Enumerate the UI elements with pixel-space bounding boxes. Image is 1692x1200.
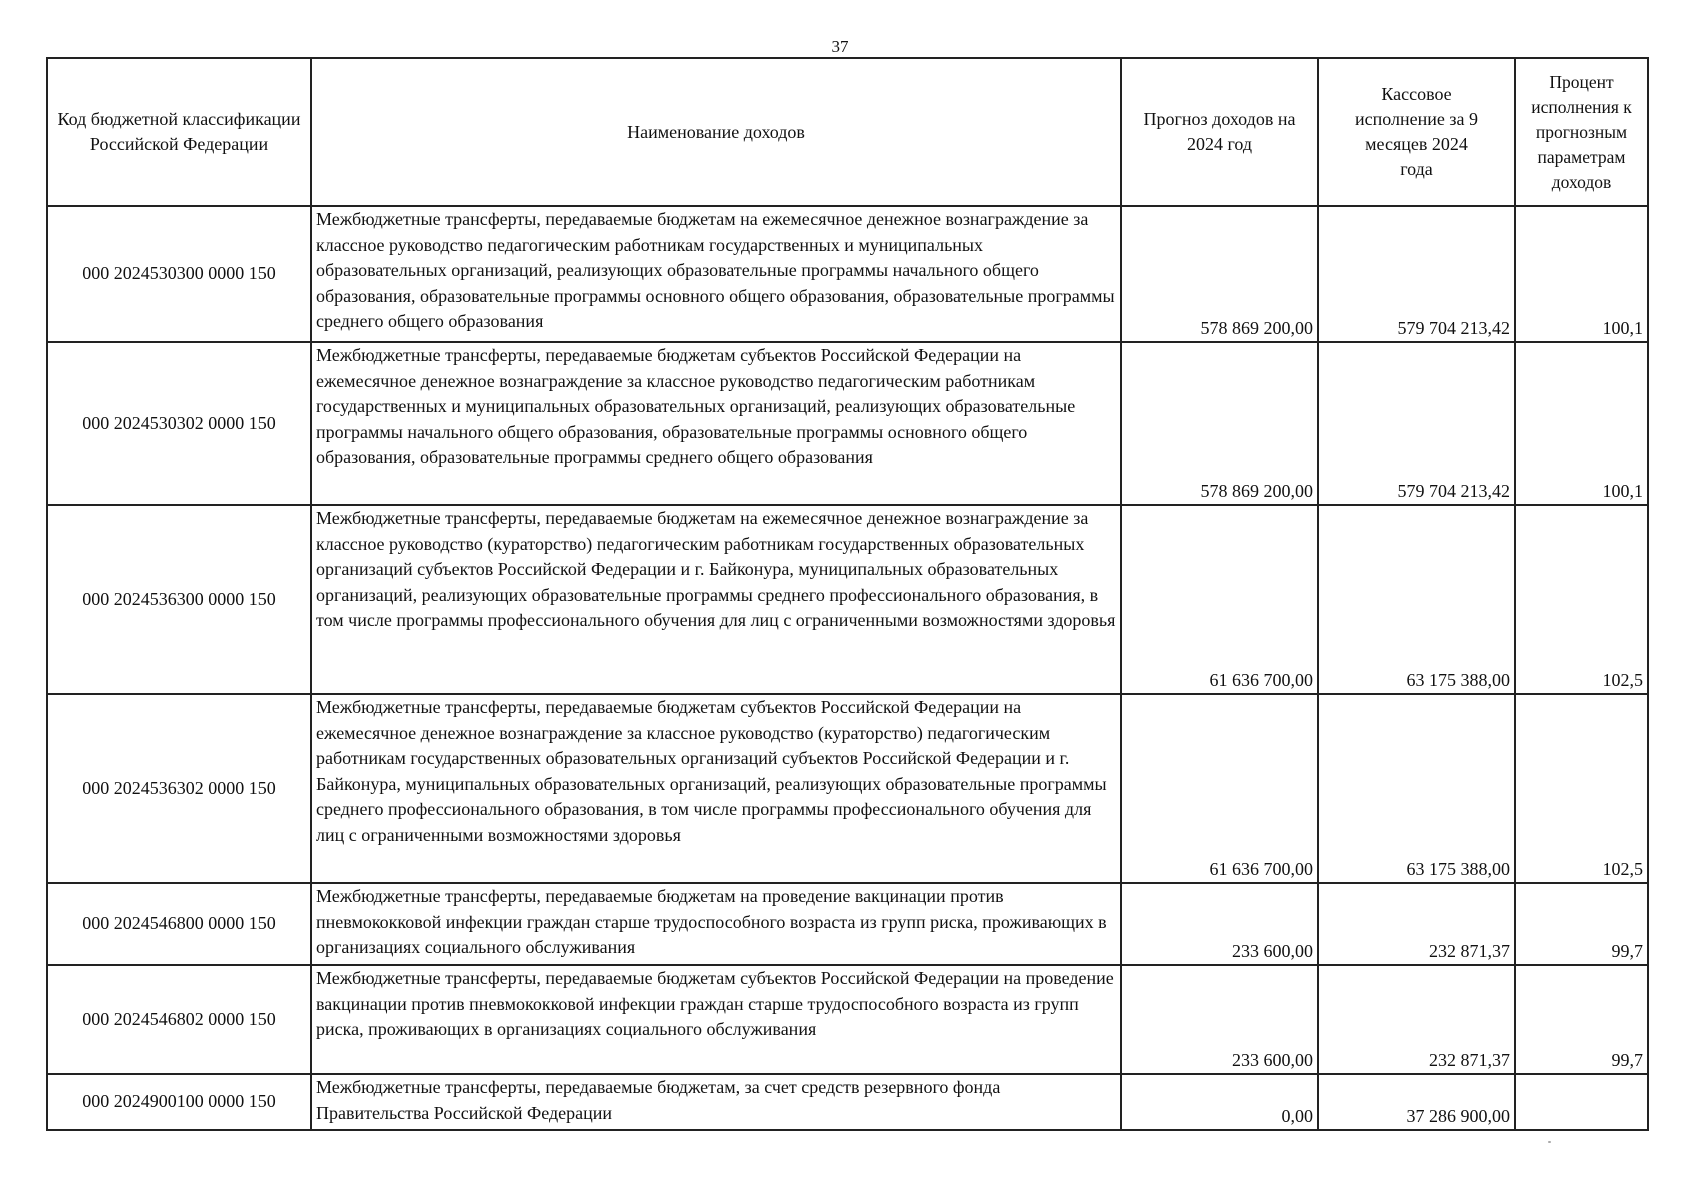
- row-code: 000 2024536302 0000 150: [47, 694, 311, 883]
- row-percent: [1515, 1074, 1648, 1130]
- row-code: 000 2024536300 0000 150: [47, 505, 311, 694]
- row-forecast: 61 636 700,00: [1121, 505, 1318, 694]
- table-header-row: [47, 58, 1648, 206]
- row-name: Межбюджетные трансферты, передаваемые бюджетам на ежемесячное денежное вознаграждение за классное руководство педагогическим работникам государственных и муниципальных образовательных организаций, реализующих образовательные программы начального общего образования, образовательные программы основного общего образования, образовательные программы среднего общего образования: [311, 206, 1121, 342]
- row-execution: 37 286 900,00: [1318, 1074, 1515, 1130]
- table-row: [47, 206, 1648, 342]
- row-name: Межбюджетные трансферты, передаваемые бюджетам, за счет средств резервного фонда Правительства Российской Федерации: [311, 1074, 1121, 1130]
- row-execution: 579 704 213,42: [1318, 342, 1515, 505]
- row-forecast: 0,00: [1121, 1074, 1318, 1130]
- row-name: Межбюджетные трансферты, передаваемые бюджетам на ежемесячное денежное вознаграждение за классное руководство (кураторство) педагогическим работникам государственных образовательных организаций субъектов Российской Федерации и г. Байконура, муниципальных образовательных организаций, реализующих образовательные программы среднего профессионального образования, в том числе программы профессионального обучения для лиц с ограниченными возможностями здоровья: [311, 505, 1121, 694]
- row-forecast: 578 869 200,00: [1121, 342, 1318, 505]
- row-code: 000 2024546800 0000 150: [47, 883, 311, 965]
- row-code: 000 2024530302 0000 150: [47, 342, 311, 505]
- row-code: 000 2024530300 0000 150: [47, 206, 311, 342]
- page-number: 37: [831, 37, 849, 56]
- row-name: Межбюджетные трансферты, передаваемые бюджетам субъектов Российской Федерации на проведение вакцинации против пневмококковой инфекции граждан старше трудоспособного возраста из групп риска, проживающих в организациях социального обслуживания: [311, 965, 1121, 1074]
- table-row: [47, 965, 1648, 1074]
- row-percent: 102,5: [1515, 694, 1648, 883]
- row-execution: 63 175 388,00: [1318, 505, 1515, 694]
- row-name: Межбюджетные трансферты, передаваемые бюджетам субъектов Российской Федерации на ежемесячное денежное вознаграждение за классное руководство педагогическим работникам государственных и муниципальных образовательных организаций, реализующих образовательные программы начального общего образования, образовательные программы основного общего образования, образовательные программы среднего общего образования: [311, 342, 1121, 505]
- row-percent: 102,5: [1515, 505, 1648, 694]
- header-code: Код бюджетной классификации Российской Федерации: [47, 58, 311, 206]
- header-forecast: Прогноз доходов на 2024 год: [1121, 58, 1318, 206]
- table-row: [47, 505, 1648, 694]
- table-row: [47, 342, 1648, 505]
- row-percent: 100,1: [1515, 206, 1648, 342]
- table-row: [47, 1074, 1648, 1130]
- header-name: Наименование доходов: [311, 58, 1121, 206]
- header-execution: Кассовое исполнение за 9 месяцев 2024 года: [1318, 58, 1515, 206]
- scan-speck: [1548, 1141, 1551, 1143]
- row-execution: 579 704 213,42: [1318, 206, 1515, 342]
- row-execution: 232 871,37: [1318, 883, 1515, 965]
- revenue-table: [46, 57, 1649, 1131]
- row-name: Межбюджетные трансферты, передаваемые бюджетам на проведение вакцинации против пневмококковой инфекции граждан старше трудоспособного возраста из групп риска, проживающих в организациях социального обслуживания: [311, 883, 1121, 965]
- row-percent: 99,7: [1515, 965, 1648, 1074]
- row-percent: 100,1: [1515, 342, 1648, 505]
- row-forecast: 233 600,00: [1121, 883, 1318, 965]
- table-row: [47, 694, 1648, 883]
- row-forecast: 61 636 700,00: [1121, 694, 1318, 883]
- row-forecast: 233 600,00: [1121, 965, 1318, 1074]
- header-percent: Процент исполнения к прогнозным параметрам доходов: [1515, 58, 1648, 206]
- row-percent: 99,7: [1515, 883, 1648, 965]
- row-execution: 63 175 388,00: [1318, 694, 1515, 883]
- row-name: Межбюджетные трансферты, передаваемые бюджетам субъектов Российской Федерации на ежемесячное денежное вознаграждение за классное руководство (кураторство) педагогическим работникам государственных образовательных организаций субъектов Российской Федерации и г. Байконура, муниципальных образовательных организаций, реализующих образовательные программы среднего профессионального образования, в том числе программы профессионального обучения для лиц с ограниченными возможностями здоровья: [311, 694, 1121, 883]
- row-code: 000 2024546802 0000 150: [47, 965, 311, 1074]
- table-row: [47, 883, 1648, 965]
- row-code: 000 2024900100 0000 150: [47, 1074, 311, 1130]
- row-forecast: 578 869 200,00: [1121, 206, 1318, 342]
- row-execution: 232 871,37: [1318, 965, 1515, 1074]
